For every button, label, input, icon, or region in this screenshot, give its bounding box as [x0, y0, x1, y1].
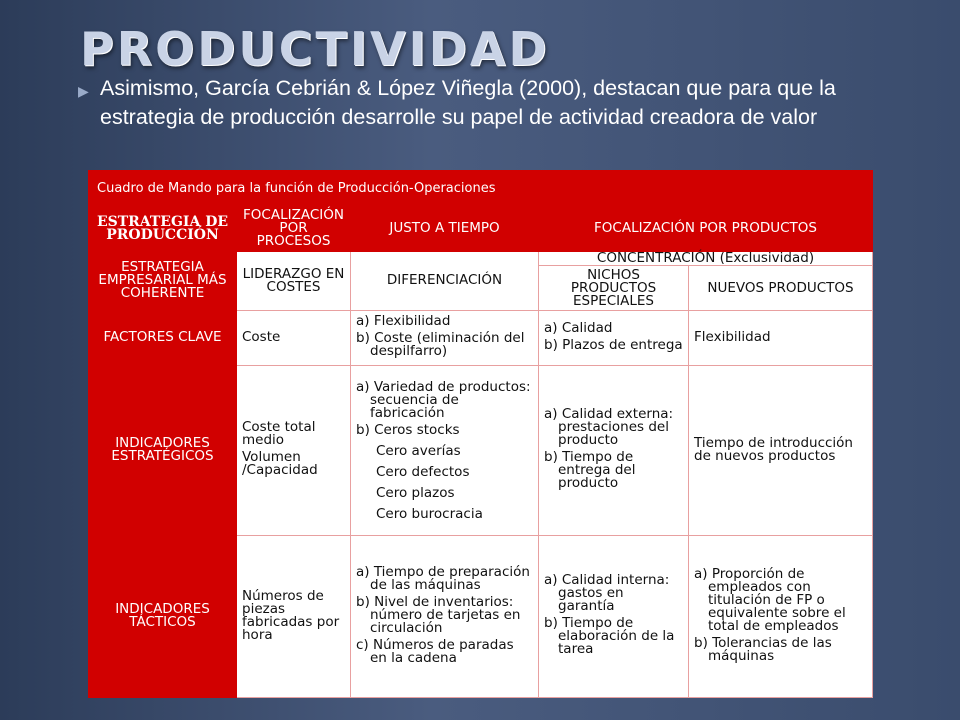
- list-item: Coste total medio: [242, 419, 316, 449]
- header-estrategia-produccion: ESTRATEGIA DE PRODUCCIÓN: [89, 206, 237, 252]
- cell-factores-jat: [351, 310, 539, 365]
- cell-diferenciacion: DIFERENCIACIÓN: [351, 252, 539, 311]
- list-item: c) Números de paradas en la cadena: [356, 636, 514, 666]
- triangle-bullet-icon: ▶: [78, 83, 89, 99]
- list-subitem: Cero plazos: [376, 485, 455, 502]
- list-item: b) Plazos de entrega: [544, 336, 683, 353]
- table-row: [89, 535, 873, 697]
- bullet-text: Asimismo, García Cebrián & López Viñegla (2000), destacan que para que la estrategia de producción desarrolle su papel de actividad creadora de valor: [100, 76, 836, 129]
- cell-nuevos-productos: NUEVOS PRODUCTOS: [689, 266, 873, 311]
- cell-tacticos-nuevos: [689, 535, 873, 697]
- cell-concentracion: CONCENTRACIÓN (Exclusividad): [539, 252, 873, 266]
- list-item: b) Nivel de inventarios: número de tarjetas en circulación: [356, 593, 521, 636]
- list-item: b) Coste (eliminación del despilfarro): [356, 330, 525, 360]
- cell-estrategicos-procesos: [237, 365, 351, 535]
- list-item: b) Tiempo de elaboración de la tarea: [544, 615, 675, 658]
- cell-nichos-productos: NICHOS PRODUCTOS ESPECIALES: [539, 266, 689, 311]
- list-subitem: Cero averías: [376, 443, 461, 460]
- row-label-tacticos: INDICADORES TÁCTICOS: [89, 535, 237, 697]
- cell-liderazgo-costes: LIDERAZGO EN COSTES: [237, 252, 351, 311]
- scorecard-table: [88, 170, 873, 698]
- cell-factores-nichos: [539, 310, 689, 365]
- cell-coste: Coste: [237, 310, 351, 365]
- list-item: b) Ceros stocks: [356, 422, 460, 439]
- slide-title: PRODUCTIVIDAD: [80, 22, 550, 76]
- table-row: [89, 310, 873, 365]
- list-item: Volumen /Capacidad: [242, 449, 318, 479]
- table-row: [89, 365, 873, 535]
- table-row: [89, 252, 873, 266]
- list-item: a) Tiempo de preparación de las máquinas: [356, 563, 530, 593]
- bullet-paragraph: [78, 74, 878, 132]
- scorecard-table-wrapper: [88, 170, 872, 698]
- header-focalizacion-procesos: FOCALIZACIÓN POR PROCESOS: [237, 206, 351, 252]
- cell-flexibilidad: Flexibilidad: [689, 310, 873, 365]
- row-label-factores: FACTORES CLAVE: [89, 310, 237, 365]
- row-label-estrategia: ESTRATEGIA EMPRESARIAL MÁS COHERENTE: [89, 252, 237, 311]
- cell-estrategicos-nuevos: Tiempo de introducción de nuevos productos: [689, 365, 873, 535]
- row-label-estrategicos: INDICADORES ESTRATÉGICOS: [89, 365, 237, 535]
- cell-estrategicos-jat: [351, 365, 539, 535]
- table-caption-row: [89, 171, 873, 206]
- table-header-row: [89, 206, 873, 252]
- list-subitem: Cero burocracia: [376, 506, 483, 523]
- list-item: a) Flexibilidad: [356, 313, 451, 330]
- cell-tacticos-nichos: [539, 535, 689, 697]
- header-focalizacion-productos: FOCALIZACIÓN POR PRODUCTOS: [539, 206, 873, 252]
- cell-tacticos-jat: [351, 535, 539, 697]
- list-item: a) Calidad interna: gastos en garantía: [544, 572, 670, 615]
- table-caption: Cuadro de Mando para la función de Producción-Operaciones: [89, 171, 873, 206]
- cell-estrategicos-nichos: [539, 365, 689, 535]
- list-item: a) Variedad de productos: secuencia de fabricación: [356, 379, 531, 422]
- header-justo-a-tiempo: JUSTO A TIEMPO: [351, 206, 539, 252]
- list-item: a) Calidad externa: prestaciones del producto: [544, 406, 674, 449]
- list-item: b) Tolerancias de las máquinas: [694, 634, 832, 664]
- list-item: a) Calidad: [544, 319, 613, 336]
- list-item: a) Proporción de empleados con titulación de FP o equivalente sobre el total de empleados: [694, 565, 846, 634]
- cell-tacticos-procesos: Números de piezas fabricadas por hora: [237, 535, 351, 697]
- list-item: b) Tiempo de entrega del producto: [544, 449, 636, 492]
- list-subitem: Cero defectos: [376, 464, 470, 481]
